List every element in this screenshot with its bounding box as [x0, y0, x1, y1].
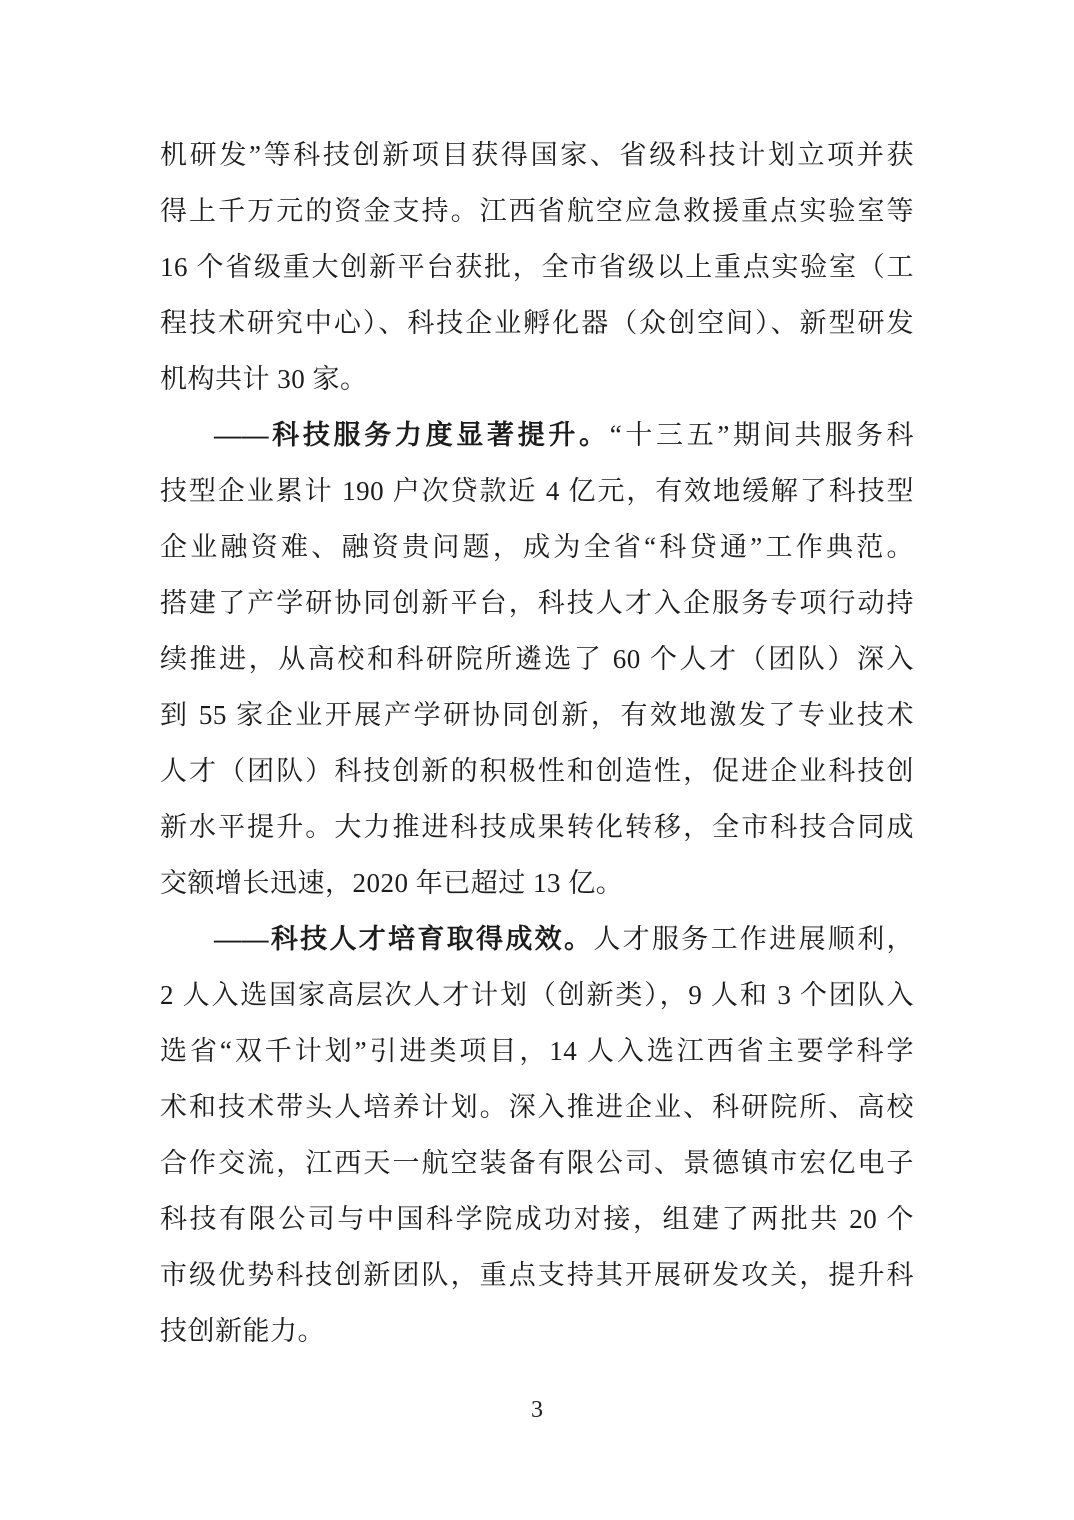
text-line: 程技术研究中心）、科技企业孵化器（众创空间）、新型研发	[160, 308, 914, 338]
text-line: 技型企业累计 190 户次贷款近 4 亿元，有效地缓解了科技型	[160, 476, 914, 506]
text-line: 企业融资难、融资贵问题，成为全省“科贷通”工作典范。	[160, 532, 914, 562]
text-line: 机构共计 30 家。	[160, 364, 368, 394]
text-line: 新水平提升。大力推进科技成果转化转移，全市科技合同成	[160, 812, 914, 842]
page-number: 3	[531, 1397, 543, 1423]
text-line: 人才（团队）科技创新的积极性和创造性，促进企业科技创	[160, 756, 914, 786]
text-line: 合作交流，江西天一航空装备有限公司、景德镇市宏亿电子	[160, 1148, 914, 1178]
text-line: 交额增长迅速，2020 年已超过 13 亿。	[160, 868, 624, 898]
bold-lead-text: ——科技人才培育取得成效。	[214, 924, 594, 954]
text-line: 16 个省级重大创新平台获批，全市省级以上重点实验室（工	[160, 252, 914, 282]
lead-rest-text: 人才服务工作进展顺利，	[593, 924, 914, 954]
text-line-paragraph-lead	[160, 911, 914, 967]
text-line: 市级优势科技创新团队，重点支持其开展研发攻关，提升科	[160, 1260, 914, 1290]
text-line: 搭建了产学研协同创新平台，科技人才入企服务专项行动持	[160, 588, 914, 618]
text-line: 续推进，从高校和科研院所遴选了 60 个人才（团队）深入	[160, 644, 914, 674]
text-line: 机研发”等科技创新项目获得国家、省级科技计划立项并获	[160, 140, 914, 170]
lead-rest-text: “十三五”期间共服务科	[609, 420, 914, 450]
text-line: 到 55 家企业开展产学研协同创新，有效地激发了专业技术	[160, 700, 914, 730]
text-line: 技创新能力。	[160, 1316, 325, 1346]
bold-lead-text: ——科技服务力度显著提升。	[214, 420, 610, 450]
text-line: 选省“双千计划”引进类项目，14 人入选江西省主要学科学	[160, 1036, 914, 1066]
document-body	[160, 127, 914, 1359]
text-line: 2 人入选国家高层次人才计划（创新类），9 人和 3 个团队入	[160, 980, 914, 1010]
text-line: 术和技术带头人培养计划。深入推进企业、科研院所、高校	[160, 1092, 914, 1122]
text-line-paragraph-lead	[160, 407, 914, 463]
text-line: 科技有限公司与中国科学院成功对接，组建了两批共 20 个	[160, 1204, 914, 1234]
text-line: 得上千万元的资金支持。江西省航空应急救援重点实验室等	[160, 196, 914, 226]
